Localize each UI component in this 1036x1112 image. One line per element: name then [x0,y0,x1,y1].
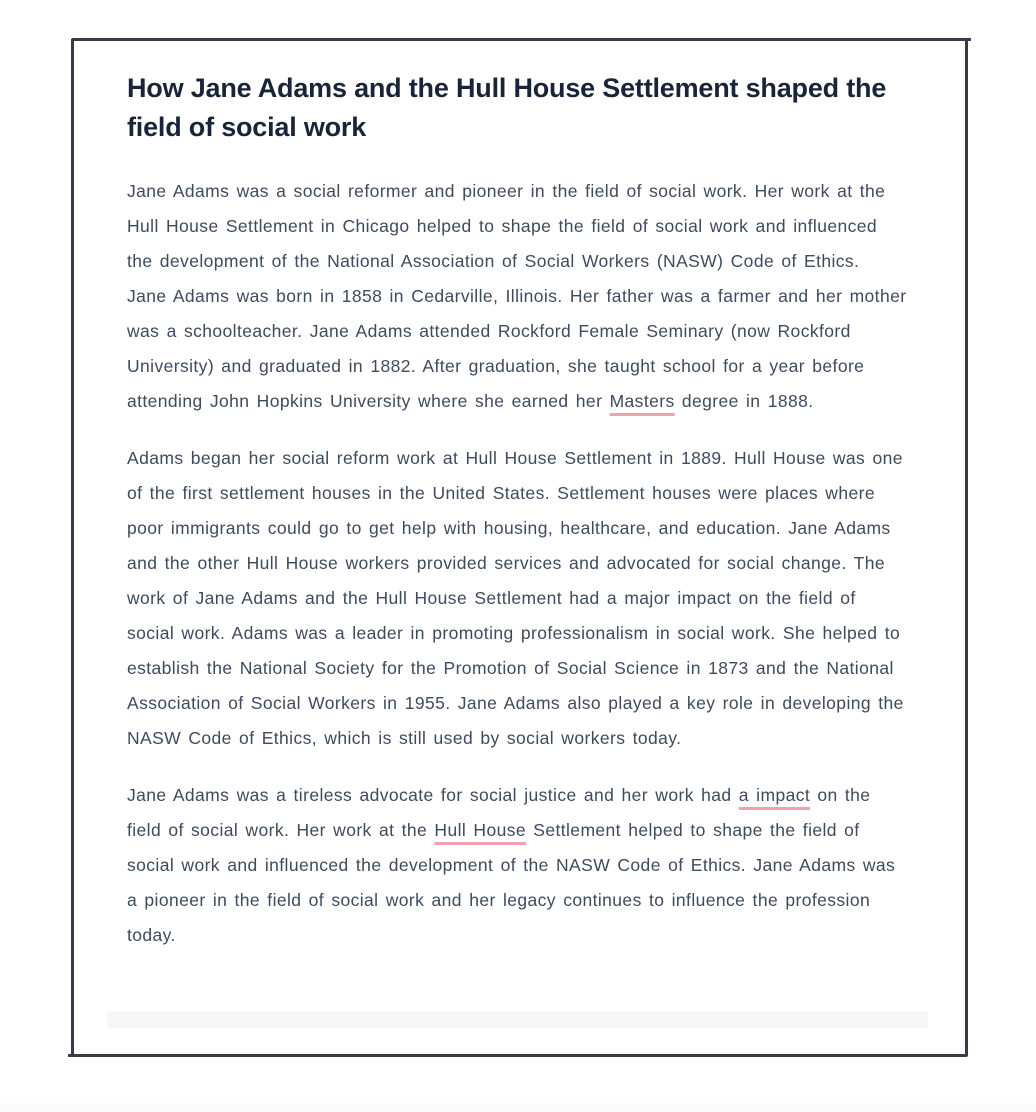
paragraph [127,441,912,756]
text-segment: Jane Adams was a tireless advocate for social justice and her work had [127,785,739,805]
spellcheck-underlined-word[interactable]: Masters [609,391,675,411]
document-frame [71,38,968,1057]
content-footer-band [107,1011,928,1028]
article-title: How Jane Adams and the Hull House Settlement shaped the field of social work [127,73,887,142]
document-content [127,69,914,953]
text-segment: on the field of social work. Her work at the [127,785,878,840]
paragraph [127,174,914,419]
text-segment: Settlement helped to shape the field of social work and influenced the development of the NASW Code of Ethics. Jane Adams was a pioneer in the field of social work and her legacy continues to influence the profession today. [127,820,903,945]
article-body [127,174,914,953]
spellcheck-underlined-word[interactable]: Hull House [434,820,527,840]
spellcheck-underlined-word[interactable]: a impact [738,785,811,805]
paragraph [127,778,907,953]
text-segment: Adams began her social reform work at Hull House Settlement in 1889. Hull House was one of the first settlement houses in the United States. Settlement houses were places where poor immigrants could go to get help with housing, healthcare, and education. Jane Adams and the other Hull House workers provided services and advocated for social change. The work of Jane Adams and the Hull House Settlement had a major impact on the field of social work. Adams was a leader in promoting professionalism in social work. She helped to establish the National Society for the Promotion of Social Science in 1873 and the National Association of Social Workers in 1955. Jane Adams also played a key role in developing the NASW Code of Ethics, which is still used by social workers today. [127,448,912,748]
text-segment: Jane Adams was a social reformer and pioneer in the field of social work. Her work at the Hull House Settlement in Chicago helped to shape the field of social work and influenced the development of the National Association of Social Workers (NASW) Code of Ethics. Jane Adams was born in 1858 in Cedarville, Illinois. Her father was a farmer and her mother was a schoolteacher. Jane Adams attended Rockford Female Seminary (now Rockford University) and graduated in 1882. After graduation, she taught school for a year before attending John Hopkins University where she earned her [127,181,914,411]
text-segment: degree in 1888. [674,391,814,411]
page-bottom-strip [0,1103,1036,1112]
